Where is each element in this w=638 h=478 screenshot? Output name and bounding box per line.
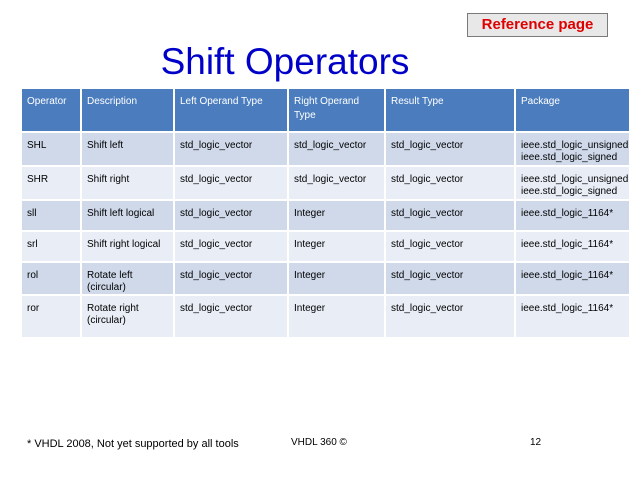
header-right-operand-type: Right Operand Type [288, 89, 385, 132]
header-package: Package [515, 89, 629, 132]
cell-result-type: std_logic_vector [385, 231, 515, 262]
cell-package: ieee.std_logic_1164* [515, 262, 629, 295]
cell-result-type: std_logic_vector [385, 200, 515, 231]
cell-package: ieee.std_logic_unsigned ieee.std_logic_signed [515, 132, 629, 166]
header-result-type: Result Type [385, 89, 515, 132]
cell-description: Shift right [81, 166, 174, 200]
cell-right-operand: std_logic_vector [288, 166, 385, 200]
cell-left-operand: std_logic_vector [174, 132, 288, 166]
cell-right-operand: Integer [288, 231, 385, 262]
cell-left-operand: std_logic_vector [174, 262, 288, 295]
cell-left-operand: std_logic_vector [174, 166, 288, 200]
cell-package: ieee.std_logic_1164* [515, 295, 629, 337]
cell-description: Rotate right (circular) [81, 295, 174, 337]
cell-package: ieee.std_logic_1164* [515, 231, 629, 262]
footer-copyright: VHDL 360 © [291, 437, 347, 448]
slide-title: Shift Operators [160, 41, 410, 82]
page-number: 12 [530, 437, 542, 448]
table-header-row [22, 89, 629, 132]
cell-operator: SHR [22, 166, 81, 200]
shift-operators-table [22, 89, 629, 337]
header-left-operand-type: Left Operand Type [174, 89, 288, 132]
cell-right-operand: Integer [288, 262, 385, 295]
cell-right-operand: Integer [288, 200, 385, 231]
cell-right-operand: Integer [288, 295, 385, 337]
cell-operator: rol [22, 262, 81, 295]
cell-description: Shift left [81, 132, 174, 166]
table-row [22, 262, 629, 295]
cell-operator: srl [22, 231, 81, 262]
header-operator: Operator [22, 89, 81, 132]
cell-right-operand: std_logic_vector [288, 132, 385, 166]
reference-page-badge: Reference page [467, 13, 608, 37]
cell-left-operand: std_logic_vector [174, 200, 288, 231]
table-row [22, 295, 629, 337]
table-row [22, 166, 629, 200]
table-row [22, 231, 629, 262]
cell-package: ieee.std_logic_unsigned ieee.std_logic_signed [515, 166, 629, 200]
cell-operator: sll [22, 200, 81, 231]
cell-left-operand: std_logic_vector [174, 231, 288, 262]
table-row [22, 132, 629, 166]
cell-result-type: std_logic_vector [385, 295, 515, 337]
cell-result-type: std_logic_vector [385, 262, 515, 295]
cell-operator: ror [22, 295, 81, 337]
table-row [22, 200, 629, 231]
cell-left-operand: std_logic_vector [174, 295, 288, 337]
cell-description: Shift right logical [81, 231, 174, 262]
cell-description: Shift left logical [81, 200, 174, 231]
header-description: Description [81, 89, 174, 132]
cell-package: ieee.std_logic_1164* [515, 200, 629, 231]
cell-description: Rotate left (circular) [81, 262, 174, 295]
cell-operator: SHL [22, 132, 81, 166]
cell-result-type: std_logic_vector [385, 132, 515, 166]
footnote: * VHDL 2008, Not yet supported by all tools [27, 438, 239, 450]
cell-result-type: std_logic_vector [385, 166, 515, 200]
